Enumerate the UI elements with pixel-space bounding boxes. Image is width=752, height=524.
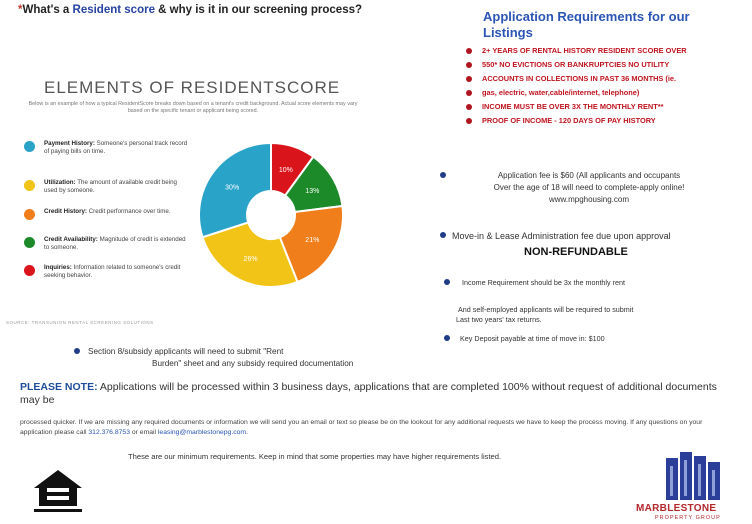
fee-line: Over the age of 18 will need to complete-apply online! (493, 183, 685, 192)
company-name: MARBLESTONE (636, 503, 717, 514)
legend-dot (24, 141, 35, 152)
bullet-icon (466, 118, 472, 124)
requirement-item (466, 102, 664, 111)
bullet-icon (466, 62, 472, 68)
requirement-text: gas, electric, water,cable/internet, telephone) (482, 88, 640, 97)
processing-text: processed quicker. If we are missing any required documents or information we will send you an email or text so please be on the lookout for any additional requests we have to keep the process moving. If any questions on your application please call (20, 419, 703, 436)
bullet-icon (440, 232, 446, 238)
legend-text (44, 140, 189, 156)
legend-desc: The amount of available credit being used by someone. (44, 179, 177, 194)
legend-item-credit-history (24, 208, 189, 220)
please-note-label: PLEASE NOTE: (20, 381, 98, 393)
income-requirement: Income Requirement should be 3x the monthly rent (462, 278, 626, 287)
email-link[interactable]: leasing@marblestonepg.com (157, 429, 247, 436)
legend-text (44, 236, 189, 252)
requirement-text: ACCOUNTS IN COLLECTIONS IN PAST 36 MONTHS (ie. (482, 74, 677, 83)
donut-slice-label: 10% (278, 166, 293, 174)
requirement-text: PROOF OF INCOME - 120 DAYS OF PAY HISTORY (482, 116, 656, 125)
please-note (20, 381, 720, 407)
legend-desc: Information related to someone's credit seeking behavior. (44, 264, 181, 279)
legend-dot (24, 265, 35, 276)
legend-item-payment-history (24, 140, 189, 156)
legend-term: Credit History: (44, 208, 87, 215)
bullet-icon (74, 348, 80, 354)
legend-item-credit-availability (24, 236, 189, 252)
bullet-icon (444, 279, 450, 285)
headline-part2: & why is it in our screening process? (154, 4, 363, 16)
equal-housing-logo (30, 466, 86, 514)
requirement-text: 550* NO EVICTIONS OR BANKRUPTCIES NO UTILITY (482, 60, 670, 69)
bullet-icon (466, 48, 472, 54)
legend-desc: Magnitude of credit is extended to someone. (44, 236, 186, 251)
page-headline (18, 4, 362, 16)
self-employed-line: And self-employed applicants will be required to submit (458, 305, 634, 314)
key-deposit-info: Key Deposit payable at time of move in: $100 (460, 334, 605, 343)
website-link[interactable]: www.mpghousing.com (548, 195, 630, 204)
legend-term: Payment History: (44, 140, 95, 147)
requirement-text: INCOME MUST BE OVER 3X THE MONTHLY RENT** (482, 102, 664, 111)
elements-title: ELEMENTS OF RESIDENTSCORE (44, 78, 341, 97)
bullet-icon (466, 90, 472, 96)
donut-slice-label: 30% (225, 184, 240, 192)
legend-dot (24, 180, 35, 191)
section8-line: Burden" sheet and any subsidy required documentation (152, 359, 354, 368)
legend-term: Utilization: (44, 179, 76, 186)
headline-part1: What's a (22, 4, 73, 16)
requirement-item (466, 116, 656, 125)
legend-text (44, 179, 189, 195)
phone-link[interactable]: 312.376.8753 (88, 429, 130, 436)
non-refundable-label: NON-REFUNDABLE (524, 246, 628, 258)
bullet-icon (466, 76, 472, 82)
headline-asterisk: * (18, 4, 23, 16)
elements-subtitle: Below is an example of how a typical ResidentScore breaks down based on a tenant's credit background. Actual score elements may vary based on the specific tenant or applicant being scored. (28, 101, 358, 114)
legend-desc: Credit performance over time. (86, 208, 171, 215)
requirement-text: 2+ YEARS OF RENTAL HISTORY RESIDENT SCORE OVER (482, 46, 687, 55)
legend-dot (24, 237, 35, 248)
legend-item-utilization (24, 179, 189, 195)
bullet-icon (440, 172, 446, 178)
headline-highlight: Resident score (72, 4, 155, 16)
or-email-text: or email (129, 429, 158, 436)
movein-fee-info: Move-in & Lease Administration fee due upon approval (452, 231, 671, 241)
legend-text (44, 208, 171, 216)
requirement-item (466, 88, 639, 97)
donut-slice-label: 21% (305, 236, 320, 244)
marblestone-logo-icon (666, 452, 720, 500)
please-note-text: Applications will be processed within 3 business days, applications that are completed 100% without request of additional documents may be (20, 381, 717, 406)
requirement-item (466, 60, 669, 69)
self-employed-line: Last two years' tax returns. (456, 315, 542, 324)
fee-line: Application fee is $60 (All applicants and occupants (497, 171, 681, 180)
requirement-item (466, 46, 687, 55)
donut-slice-label: 13% (305, 188, 320, 196)
legend-item-inquiries (24, 264, 189, 280)
minimum-requirements-note: These are our minimum requirements. Keep in mind that some properties may have higher requirements listed. (128, 452, 502, 461)
donut-slice-label: 26% (243, 255, 258, 263)
bullet-icon (466, 104, 472, 110)
residentscore-donut-chart (196, 140, 346, 290)
company-subtitle: PROPERTY GROUP (655, 515, 721, 521)
application-fee-info (454, 170, 724, 206)
legend-text (44, 264, 189, 280)
legend-term: Inquiries: (44, 264, 72, 271)
processing-note: processed quicker. If we are missing any required documents or information we will send you an email or text so please be on the lookout for any additional requests we have to keep the process moving. If any questions on your application please call 312.376.8753 or email leasing@marblestonepg.com. (20, 419, 703, 436)
section8-line: Section 8/subsidy applicants will need to submit "Rent (88, 347, 284, 356)
requirements-title: Application Requirements for our Listings (483, 9, 690, 40)
requirement-item (466, 74, 676, 83)
legend-dot (24, 209, 35, 220)
section8-info (88, 346, 428, 370)
legend-term: Credit Availability: (44, 236, 98, 243)
chart-source: SOURCE: TRANSUNION RENTAL SCREENING SOLUTIONS (6, 320, 154, 325)
bullet-icon (444, 335, 450, 341)
legend-desc: Someone's personal track record of paying bills on time. (44, 140, 188, 155)
self-employed-info (456, 305, 726, 325)
